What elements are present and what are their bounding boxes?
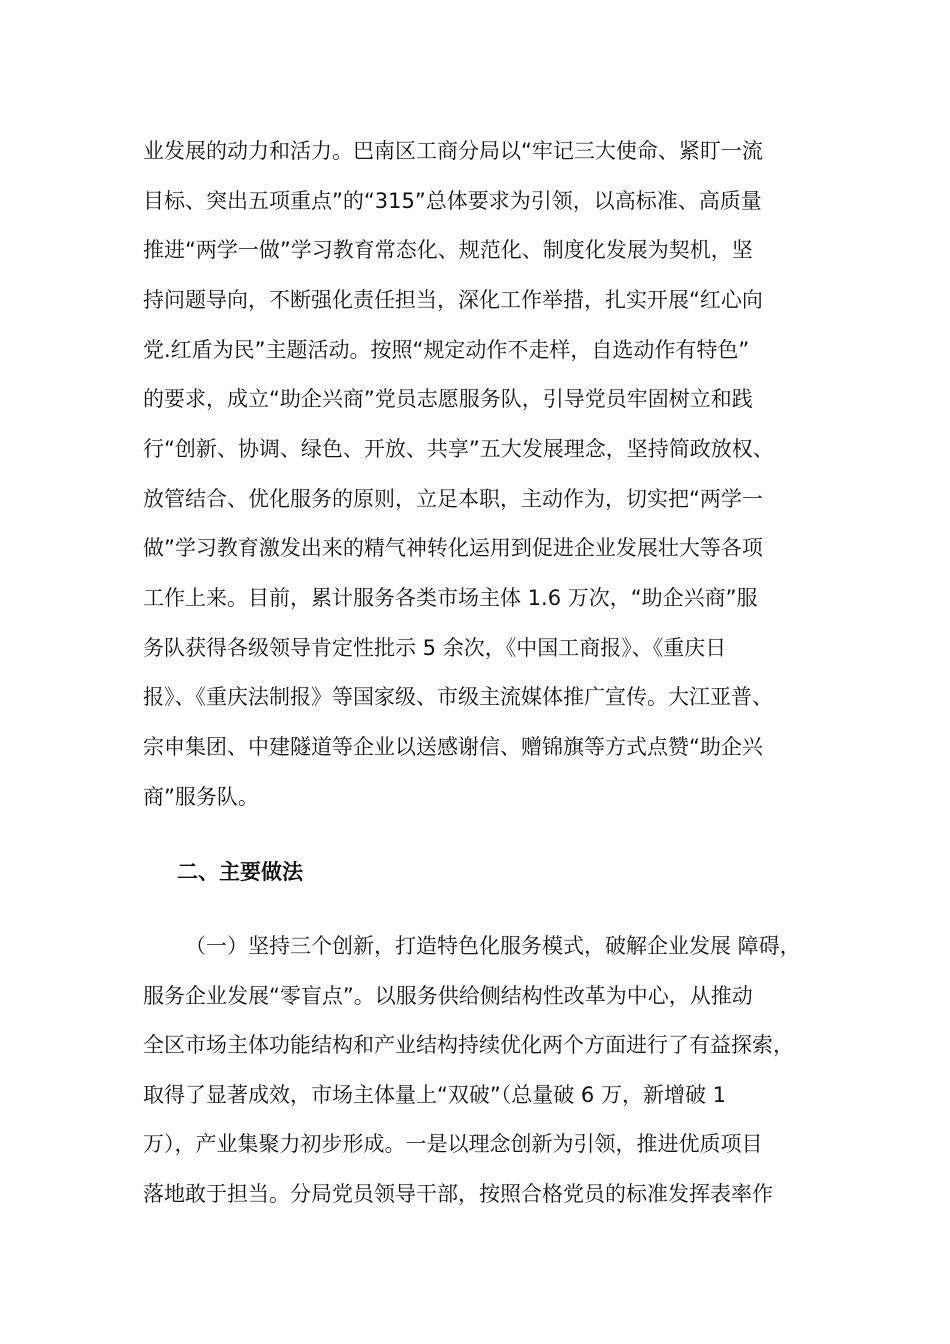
paragraph-1-line-6: 的要求，成立“助企兴商”党员志愿服务队，引导党员牢固树立和践: [143, 387, 753, 411]
paragraph-1-line-3: 推进“两学一做”学习教育常态化、规范化、制度化发展为契机，坚: [143, 238, 753, 262]
paragraph-1-line-13: 宗申集团、中建隧道等企业以送感谢信、赠锦旗等方式点赞“助企兴: [143, 735, 763, 759]
paragraph-1-line-14: 商”服务队。: [143, 785, 259, 809]
paragraph-2-line-1: （一）坚持三个创新，打造特色化服务模式，破解企业发展 障碍，: [185, 934, 801, 958]
paragraph-2-line-4: 取得了显著成效，市场主体量上“双破”（总量破 6 万，新增破 1: [143, 1083, 727, 1107]
paragraph-2-line-2: 服务企业发展“零盲点”。以服务供给侧结构性改革为中心，从推动: [143, 984, 753, 1008]
paragraph-1-line-8: 放管结合、优化服务的原则，立足本职，主动作为，切实把“两学一: [143, 487, 763, 511]
paragraph-2-line-5: 万），产业集聚力初步形成。一是以理念创新为引领，推进优质项目: [143, 1132, 763, 1156]
paragraph-1-line-12: 报》、《重庆法制报》等国家级、市级主流媒体推广宣传。大江亚普、: [143, 685, 773, 709]
paragraph-1-line-2: 目标、突出五项重点”的“315”总体要求为引领，以高标准、高质量: [143, 189, 762, 213]
paragraph-2-line-3: 全区市场主体功能结构和产业结构持续优化两个方面进行了有益探索，: [143, 1033, 794, 1057]
paragraph-1-line-1: 业发展的动力和活力。巴南区工商分局以“牢记三大使命、紧盯一流: [143, 139, 763, 163]
paragraph-1-line-4: 持问题导向，不断强化责任担当，深化工作举措，扎实开展“红心向: [143, 288, 763, 312]
paragraph-1-line-7: 行“创新、协调、绿色、开放、共享”五大发展理念，坚持简政放权、: [143, 437, 774, 461]
paragraph-1-line-11: 务队获得各级领导肯定性批示 5 余次，《中国工商报》、《重庆日: [143, 636, 727, 660]
paragraph-1-line-5: 党.红盾为民”主题活动。按照“规定动作不走样，自选动作有特色”: [143, 338, 750, 362]
paragraph-2-line-6: 落地敢于担当。分局党员领导干部，按照合格党员的标准发挥表率作: [143, 1182, 773, 1206]
paragraph-1-line-9: 做”学习教育激发出来的精气神转化运用到促进企业发展壮大等各项: [143, 536, 763, 560]
section-heading: 二、主要做法: [177, 860, 303, 884]
paragraph-1-line-10: 工作上来。目前，累计服务各类市场主体 1.6 万次，“助企兴商”服: [143, 586, 758, 610]
